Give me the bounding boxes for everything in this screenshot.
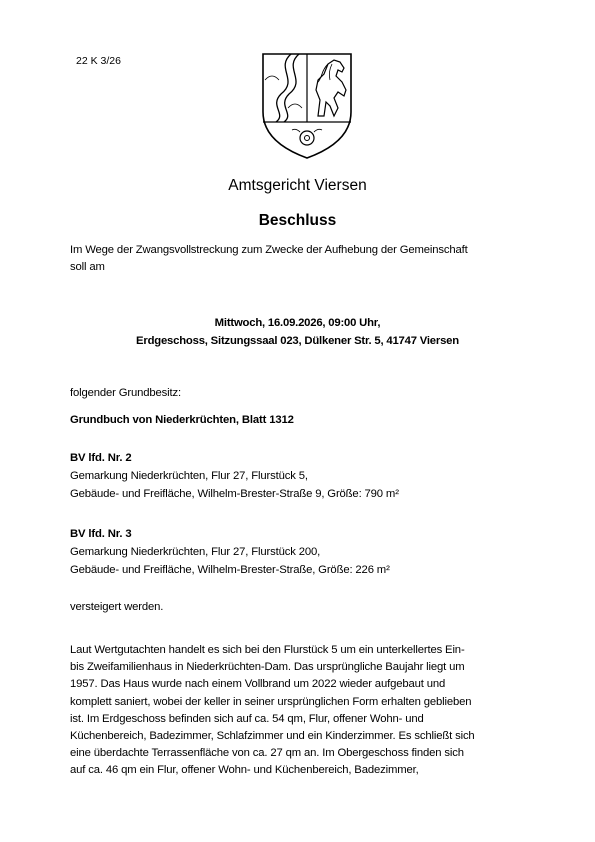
- coat-of-arms-icon: [258, 50, 356, 160]
- intro-line: Im Wege der Zwangsvollstreckung zum Zwecke der Aufhebung der Gemeinschaft: [70, 244, 468, 256]
- property-intro: folgender Grundbesitz:: [70, 387, 181, 399]
- item-label: BV lfd. Nr. 2: [70, 452, 132, 464]
- description-line: Laut Wertgutachten handelt es sich bei den Flurstück 5 um ein unterkellertes Ein-: [70, 644, 465, 656]
- description-line: auf ca. 46 qm ein Flur, offener Wohn- und Küchenbereich, Badezimmer,: [70, 764, 419, 777]
- description-line: 1957. Das Haus wurde nach einem Vollbrand um 2022 wieder aufgebaut und: [70, 678, 446, 691]
- auction-location: Erdgeschoss, Sitzungssaal 023, Dülkener Str. 5, 41747 Viersen: [136, 335, 459, 347]
- intro-line: soll am: [70, 261, 105, 274]
- auction-date: Mittwoch, 16.09.2026, 09:00 Uhr,: [214, 317, 381, 329]
- description-line: komplett saniert, wobei der keller in seiner ursprünglichen Form erhalten geblieben: [70, 695, 472, 708]
- item-parcel: Gemarkung Niederkrüchten, Flur 27, Flurstück 200,: [70, 546, 321, 558]
- description-line: bis Zweifamilienhaus in Niederkrüchten-Dam. Das ursprüngliche Baujahr liegt um: [70, 661, 465, 674]
- item-details: Gebäude- und Freifläche, Wilhelm-Brester-Straße, Größe: 226 m²: [70, 564, 390, 576]
- description-paragraph: [70, 642, 540, 780]
- description-line: ist. Im Erdgeschoss befinden sich auf ca. 54 qm, Flur, offener Wohn- und: [70, 712, 424, 725]
- auction-statement: versteigert werden.: [70, 601, 164, 613]
- description-line: Küchenbereich, Badezimmer, Schlafzimmer und ein Kinderzimmer. Es schließt sich: [70, 730, 475, 743]
- intro-paragraph: [70, 242, 540, 276]
- case-number: 22 K 3/26: [76, 55, 121, 67]
- land-register: Grundbuch von Niederkrüchten, Blatt 1312: [70, 414, 294, 426]
- document-title: Beschluss: [258, 212, 337, 229]
- item-parcel: Gemarkung Niederkrüchten, Flur 27, Flurstück 5,: [70, 470, 308, 482]
- description-line: eine überdachte Terrassenfläche von ca. 27 qm an. Im Obergeschoss finden sich: [70, 747, 464, 760]
- item-details: Gebäude- und Freifläche, Wilhelm-Brester-Straße 9, Größe: 790 m²: [70, 488, 399, 500]
- court-name: Amtsgericht Viersen: [228, 177, 367, 194]
- item-label: BV lfd. Nr. 3: [70, 528, 132, 540]
